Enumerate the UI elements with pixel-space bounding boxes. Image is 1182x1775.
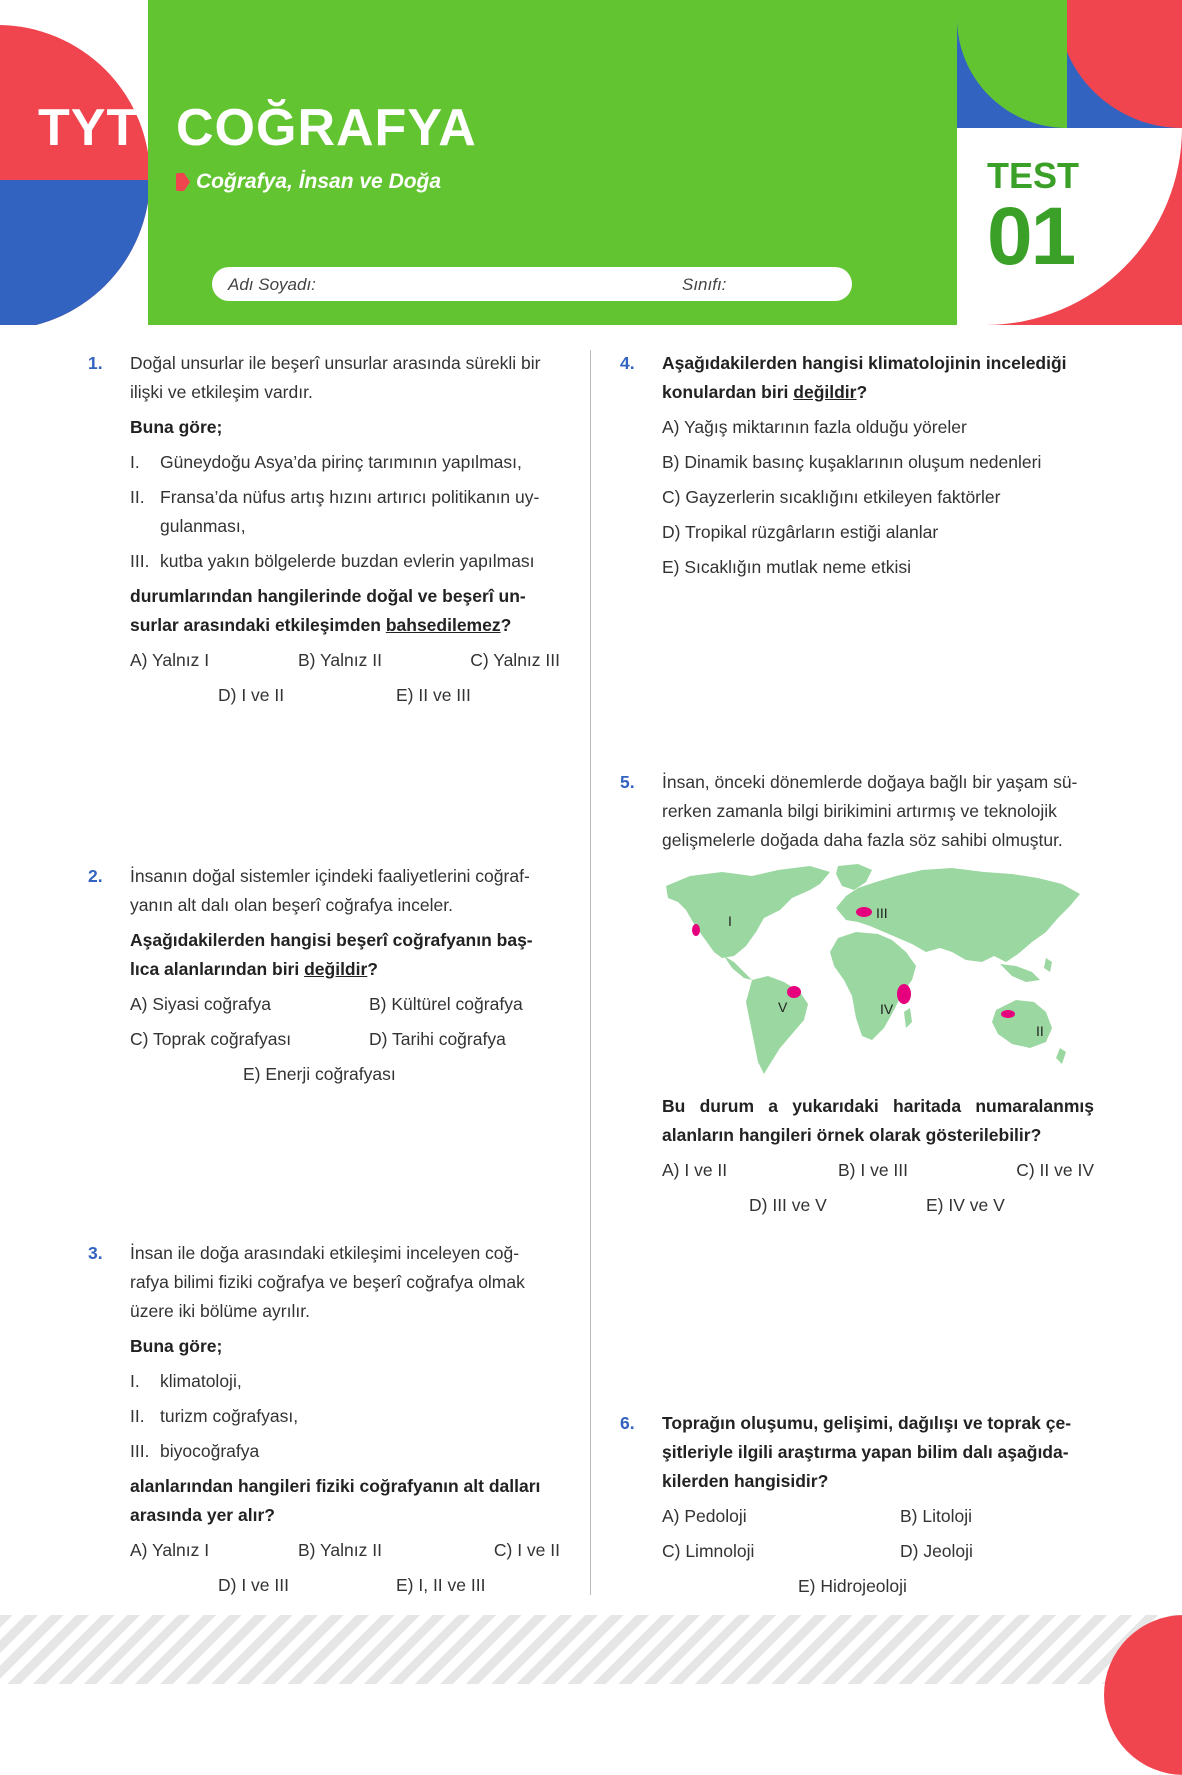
- option-c[interactable]: C) Limnoloji: [662, 1541, 755, 1561]
- region-i-marker: [692, 924, 700, 936]
- question-stem: rafya bilimi fiziki coğrafya ve beşerî coğrafya olmak: [130, 1272, 525, 1292]
- question-lead: Buna göre;: [130, 1336, 223, 1356]
- option-b[interactable]: B) Yalnız II: [298, 650, 382, 670]
- question-prompt: lıca alanlarından biri değildir?: [130, 959, 378, 979]
- question-prompt: alanlarından hangileri fiziki coğrafyanın alt dalları: [130, 1476, 541, 1496]
- option-e[interactable]: E) I, II ve III: [396, 1575, 486, 1595]
- options-row: [130, 1025, 560, 1054]
- header-banner: [0, 0, 1182, 325]
- question-prompt: konulardan biri değildir?: [662, 382, 868, 402]
- question-2: [88, 862, 560, 1089]
- statement-text: Güneydoğu Asya’da pirinç tarımının yapılması,: [160, 452, 522, 472]
- options-row: [662, 1156, 1094, 1185]
- option-c[interactable]: C) Toprak coğrafyası: [130, 1029, 292, 1049]
- option-a[interactable]: A) Yalnız I: [130, 650, 210, 670]
- statement-text: Fransa’da nüfus artış hızını artırıcı politikanın uy-: [160, 487, 540, 507]
- option-d[interactable]: D) III ve V: [749, 1195, 827, 1215]
- question-5-prompt: [662, 1092, 1094, 1220]
- statement-i: [130, 1367, 560, 1396]
- option-a[interactable]: A) Yalnız I: [130, 1540, 210, 1560]
- statement-text: kutba yakın bölgelerde buzdan evlerin yapılması: [160, 551, 535, 571]
- region-v-marker: [787, 986, 801, 998]
- statement-text: klimatoloji,: [160, 1371, 242, 1391]
- options-row: [662, 1502, 1094, 1531]
- question-prompt: durumlarından hangilerinde doğal ve beşerî un-: [130, 586, 526, 606]
- blue-circle-decoration: [0, 180, 148, 325]
- options-row: [662, 1572, 1094, 1601]
- option-c[interactable]: C) II ve IV: [1016, 1160, 1094, 1180]
- question-prompt: surlar arasındaki etkileşimden bahsedilemez?: [130, 615, 512, 635]
- map-label-v: V: [778, 999, 788, 1015]
- question-number: 1.: [88, 353, 103, 373]
- statement-ii: [130, 1402, 560, 1431]
- statement-ii: [130, 483, 560, 512]
- test-label: TEST: [987, 155, 1080, 196]
- negative-emphasis: değildir: [793, 382, 857, 402]
- option-a[interactable]: A) Yağış miktarının fazla olduğu yöreler: [662, 417, 967, 437]
- negative-emphasis: değildir: [304, 959, 368, 979]
- option-b[interactable]: B) Dinamik basınç kuşaklarının oluşum nedenleri: [662, 452, 1042, 472]
- options-row: [130, 990, 560, 1019]
- option-e[interactable]: E) II ve III: [396, 685, 471, 705]
- statement-text: gulanması,: [160, 516, 246, 536]
- topic-text: Coğrafya, İnsan ve Doğa: [196, 170, 442, 193]
- roman-numeral: I.: [130, 452, 140, 472]
- question-stem: yanın alt dalı olan beşerî coğrafya inceler.: [130, 895, 453, 915]
- option-d[interactable]: D) I ve III: [218, 1575, 289, 1595]
- map-label-ii: II: [1036, 1023, 1044, 1039]
- option-e[interactable]: E) Enerji coğrafyası: [243, 1064, 396, 1084]
- subject-title: COĞRAFYA: [176, 99, 477, 157]
- option-b[interactable]: B) Litoloji: [900, 1506, 972, 1526]
- option-c[interactable]: C) Yalnız III: [470, 650, 560, 670]
- option-b[interactable]: B) Kültürel coğrafya: [369, 994, 523, 1014]
- southeast-asia-islands: [1000, 964, 1040, 982]
- statement-iii: [130, 1437, 560, 1466]
- question-stem: ilişki ve etkileşim vardır.: [130, 382, 313, 402]
- roman-numeral: III.: [130, 551, 150, 571]
- question-stem: gelişmelerle doğada daha fazla söz sahibi olmuştur.: [662, 830, 1063, 850]
- map-label-i: I: [728, 913, 732, 929]
- question-prompt: arasında yer alır?: [130, 1505, 275, 1525]
- option-d[interactable]: D) Tarihi coğrafya: [369, 1029, 506, 1049]
- map-label-iii: III: [876, 905, 888, 921]
- column-divider: [590, 350, 591, 1595]
- question-stem: Doğal unsurlar ile beşerî unsurlar arasında sürekli bir: [130, 353, 541, 373]
- option-b[interactable]: B) Yalnız II: [298, 1540, 382, 1560]
- question-lead: Buna göre;: [130, 417, 223, 437]
- question-prompt: Toprağın oluşumu, gelişimi, dağılışı ve toprak çe-: [662, 1413, 1072, 1433]
- question-number: 5.: [620, 772, 635, 792]
- question-prompt: alanların hangileri örnek olarak gösterilebilir?: [662, 1125, 1042, 1145]
- roman-numeral: III.: [130, 1441, 150, 1461]
- statement-iii: [130, 547, 560, 576]
- question-number: 3.: [88, 1243, 103, 1263]
- option-d[interactable]: D) Jeoloji: [900, 1541, 973, 1561]
- option-a[interactable]: A) Pedoloji: [662, 1506, 747, 1526]
- region-ii-marker: [1001, 1010, 1015, 1018]
- footer-stripes: [0, 1615, 1182, 1684]
- option-e[interactable]: E) Hidrojeoloji: [798, 1576, 907, 1596]
- statement-text: turizm coğrafyası,: [160, 1406, 299, 1426]
- options-row: [130, 1060, 560, 1089]
- world-map: [660, 862, 1098, 1078]
- question-1: [88, 349, 560, 710]
- student-info-bar: [212, 267, 852, 301]
- options-row: [130, 1571, 560, 1600]
- question-stem: İnsanın doğal sistemler içindeki faaliyetlerini coğraf-: [130, 866, 530, 886]
- roman-numeral: II.: [130, 487, 145, 507]
- option-e[interactable]: E) Sıcaklığın mutlak neme etkisi: [662, 557, 911, 577]
- option-a[interactable]: A) I ve II: [662, 1160, 728, 1180]
- option-b[interactable]: B) I ve III: [838, 1160, 909, 1180]
- option-c[interactable]: C) Gayzerlerin sıcaklığını etkileyen faktörler: [662, 487, 1001, 507]
- region-iv-marker: [897, 984, 911, 1004]
- option-d[interactable]: D) I ve II: [218, 685, 285, 705]
- statement-text: biyocoğrafya: [160, 1441, 260, 1461]
- question-prompt: kilerden hangisidir?: [662, 1471, 829, 1491]
- test-number: 01: [987, 191, 1075, 282]
- question-prompt: Aşağıdakilerden hangisi klimatolojinin incelediği: [662, 353, 1067, 373]
- options-row: [130, 681, 560, 710]
- question-number: 4.: [620, 353, 635, 373]
- new-zealand-landmass: [1056, 1048, 1066, 1064]
- question-prompt: Aşağıdakilerden hangisi beşerî coğrafyanın baş-: [130, 930, 533, 950]
- question-6: [620, 1409, 1094, 1601]
- madagascar-landmass: [904, 1008, 912, 1028]
- options-row: [662, 1537, 1094, 1566]
- question-number: 2.: [88, 866, 103, 886]
- question-stem: İnsan ile doğa arasındaki etkileşimi inceleyen coğ-: [130, 1243, 520, 1263]
- option-e[interactable]: E) IV ve V: [926, 1195, 1005, 1215]
- region-iii-marker: [856, 907, 872, 917]
- statement-i: [130, 448, 560, 477]
- arrow-marker-icon: [176, 173, 190, 191]
- option-c[interactable]: C) I ve II: [493, 1540, 560, 1560]
- map-label-iv: IV: [880, 1001, 894, 1017]
- question-prompt: Bu durum a yukarıdaki haritada numaralanmış: [662, 1096, 1094, 1116]
- topic-subtitle: [176, 170, 441, 194]
- question-stem: üzere iki bölüme ayrılır.: [130, 1301, 310, 1321]
- north-america-landmass: [666, 866, 830, 958]
- name-label: Adı Soyadı:: [228, 275, 316, 294]
- question-4: [620, 349, 1094, 582]
- class-label: Sınıfı:: [682, 275, 727, 294]
- question-5: [620, 768, 1094, 855]
- option-d[interactable]: D) Tropikal rüzgârların estiği alanlar: [662, 522, 939, 542]
- question-stem: rerken zamanla bilgi birikimini artırmış ve teknolojik: [662, 801, 1057, 821]
- options-row: [130, 1536, 560, 1565]
- roman-numeral: I.: [130, 1371, 140, 1391]
- question-3: [88, 1239, 560, 1600]
- question-number: 6.: [620, 1413, 635, 1433]
- question-stem: İnsan, önceki dönemlerde doğaya bağlı bir yaşam sü-: [662, 772, 1078, 792]
- options-row: [662, 1191, 1094, 1220]
- exam-label: TYT: [38, 99, 140, 157]
- test-badge: [957, 0, 1182, 325]
- options-row: [130, 646, 560, 675]
- header-left-decoration: [0, 0, 148, 325]
- question-prompt: şitleriyle ilgili araştırma yapan bilim dalı aşağıda-: [662, 1442, 1069, 1462]
- option-a[interactable]: A) Siyasi coğrafya: [130, 994, 272, 1014]
- central-america-landmass: [724, 956, 752, 980]
- negative-emphasis: bahsedilemez: [385, 615, 501, 635]
- roman-numeral: II.: [130, 1406, 145, 1426]
- philippines-islands: [1044, 958, 1052, 972]
